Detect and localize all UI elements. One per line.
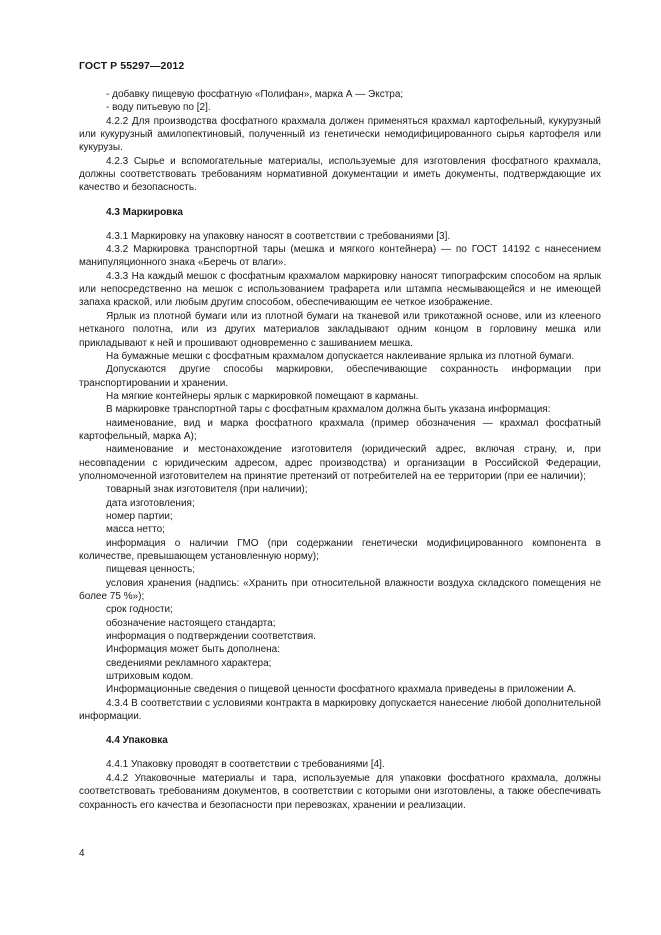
paragraph: масса нетто; (106, 524, 165, 536)
paragraph: Ярлык из плотной бумаги или из плотной бумаги на тканевой или трикотажной основе, или из клееного нетканого полотна, или из других материалов закладывают одним концом в горловину мешка или прикладывают к ней и прошивают одновременно с зашиванием мешка. (79, 310, 601, 349)
document-body (79, 88, 601, 812)
paragraph: обозначение настоящего стандарта; (106, 617, 276, 629)
paragraph: информация о подтверждении соответствия. (106, 631, 316, 643)
paragraph: 4.4.1 Упаковку проводят в соответствии с требованиями [4]. (106, 759, 385, 771)
paragraph: Информация может быть дополнена: (106, 644, 281, 656)
paragraph: 4.2.3 Сырье и вспомогательные материалы, используемые для изготовления фосфатного крахмала, должны соответствовать требованиям нормативной документации и иметь документы, подтверждающие их качество и безопасность. (79, 155, 601, 194)
paragraph: наименование и местонахождение изготовителя (юридический адрес, включая страну, и, при несовпадении с юридическим адресом, адрес производства) и организации в Российской Федерации, уполномоченной изготовителем на принятие претензий от потребителей на ее территории (при ее наличии); (79, 444, 601, 482)
paragraph: наименование, вид и марка фосфатного крахмала (пример обозначения — крахмал фосфатный картофельный, марка А); (79, 417, 601, 442)
paragraph: Допускаются другие способы маркировки, обеспечивающие сохранность информации при транспортировании и хранении. (79, 364, 601, 389)
paragraph: 4.2.2 Для производства фосфатного крахмала должен применяться крахмал картофельный, кукурузный или кукурузный амилопектиновый, полученный из генетически немодифицированного сырья картофеля или кукурузы. (79, 115, 601, 154)
paragraph: 4.3.2 Маркировка транспортной тары (мешка и мягкого контейнера) — по ГОСТ 14192 с нанесением манипуляционного знака «Беречь от влаги». (79, 244, 601, 269)
paragraph: штриховым кодом. (106, 671, 194, 683)
paragraph: В маркировке транспортной тары с фосфатным крахмалом должна быть указана информация: (106, 404, 551, 416)
section-heading: 4.4 Упаковка (106, 735, 168, 747)
paragraph: - воду питьевую по [2]. (106, 102, 211, 114)
paragraph: товарный знак изготовителя (при наличии); (106, 484, 308, 496)
paragraph: Информационные сведения о пищевой ценности фосфатного крахмала приведены в приложении А. (106, 684, 577, 696)
paragraph: 4.3.3 На каждый мешок с фосфатным крахмалом маркировку наносят типографским способом на ярлык или непосредственно на мешок с использованием трафарета или штампа несмывающейся и не имеющей запаха краской, или любым другим способом, обеспечивающим ее четкое изображение. (79, 270, 601, 309)
paragraph: сведениями рекламного характера; (106, 657, 272, 669)
paragraph: 4.3.4 В соответствии с условиями контракта в маркировку допускается нанесение любой дополнительной информации. (79, 697, 601, 723)
paragraph: - добавку пищевую фосфатную «Полифан», марка А — Экстра; (106, 89, 404, 100)
document-header: ГОСТ Р 55297—2012 (79, 60, 185, 72)
paragraph: На бумажные мешки с фосфатным крахмалом допускается наклеивание ярлыка из плотной бумаги. (106, 350, 575, 362)
paragraph: номер партии; (106, 510, 173, 522)
section-heading: 4.3 Маркировка (106, 206, 183, 218)
paragraph: дата изготовления; (106, 497, 195, 509)
paragraph: срок годности; (106, 604, 173, 616)
paragraph: На мягкие контейнеры ярлык с маркировкой помещают в карманы. (106, 390, 419, 402)
paragraph: информация о наличии ГМО (при содержании генетически модифицированного компонента в количестве, превышающем установленную норму); (79, 537, 601, 562)
page-number: 4 (79, 848, 85, 859)
paragraph: 4.3.1 Маркировку на упаковку наносят в соответствии с требованиями [3]. (106, 230, 451, 242)
paragraph: условия хранения (надпись: «Хранить при относительной влажности воздуха складского помещения не более 75 %»); (79, 577, 601, 603)
paragraph: 4.4.2 Упаковочные материалы и тара, используемые для упаковки фосфатного крахмала, должны соответствовать требованиям документов, в соответствии с которыми они изготовлены, а также обеспечивать сохранность его качества и безопасности при перевозках, хранении и реализации. (79, 772, 601, 811)
paragraph: пищевая ценность; (106, 564, 195, 576)
